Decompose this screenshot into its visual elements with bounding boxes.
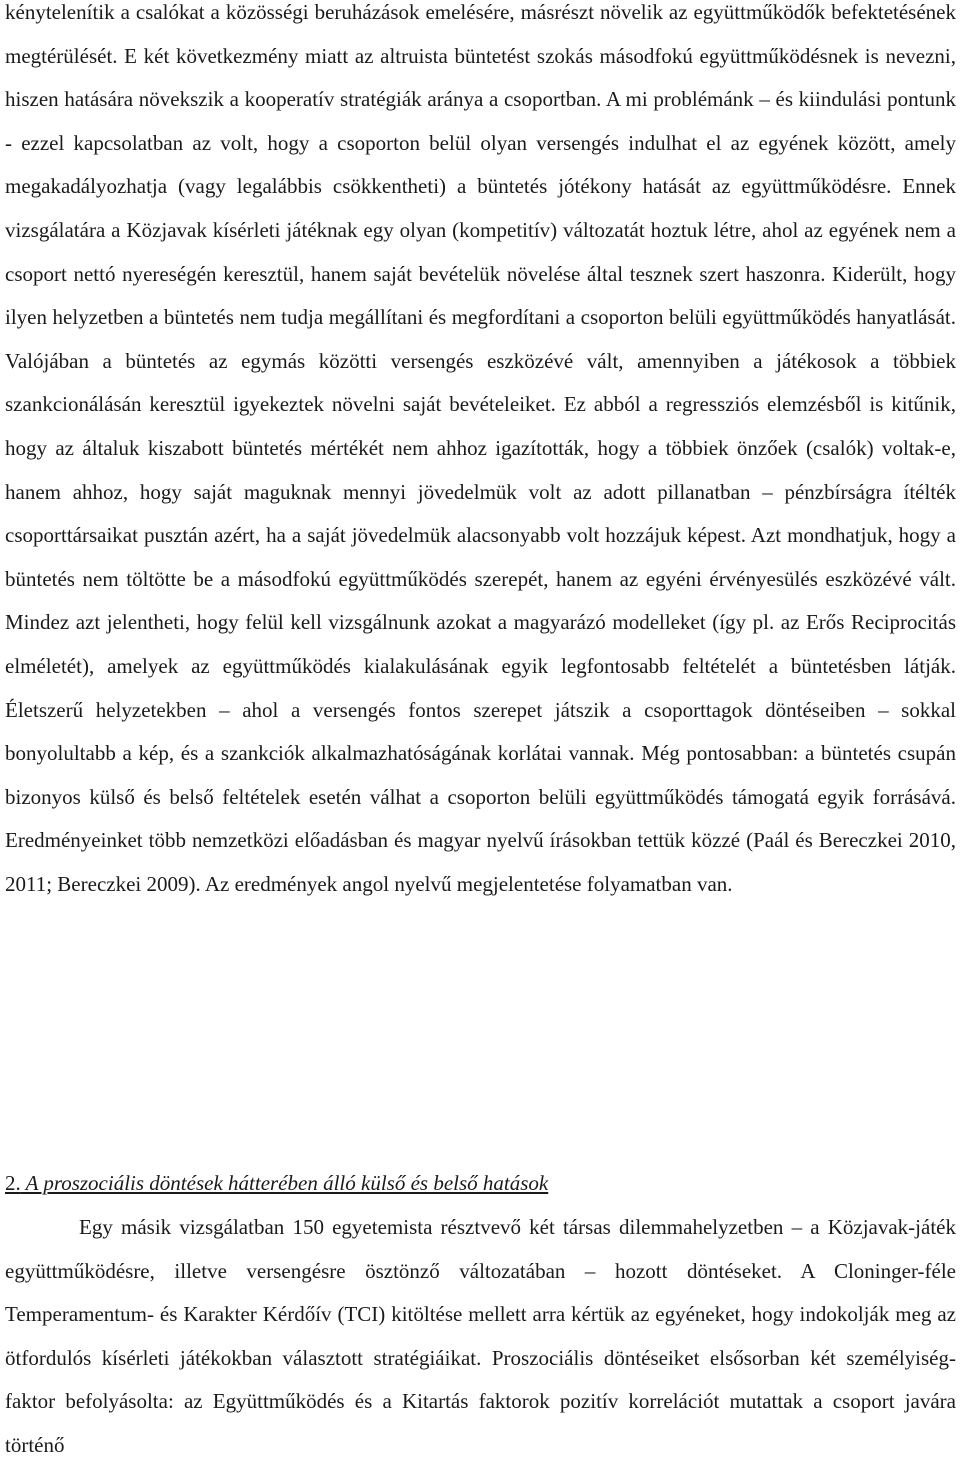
document-body: [5, 0, 956, 1457]
section-number: 2.: [5, 1171, 21, 1195]
body-paragraph-2: Egy másik vizsgálatban 150 egyetemista résztvevő két társas dilemmahelyzetben – a Közjavak-játék együttműködésre, illetve versengésre ösztönző változatában – hozott döntéseket. A Cloninger-féle Temperamentum- és Karakter Kérdőív (TCI) kitöltése mellett arra kértük az egyéneket, hogy indokolják meg az ötfordulós kísérleti játékokban választott stratégiáikat. Proszociális döntéseiket elsősorban két személyiség-faktor befolyásolta: az Együttműködés és a Kitartás faktorok pozitív korrelációt mutattak a csoport javára történő: [5, 1215, 956, 1457]
body-paragraph-1: kénytelenítik a csalókat a közösségi beruházások emelésére, másrészt növelik az együttműködők befektetésének megtérülését. E két következmény miatt az altruista büntetést szokás másodfokú együttműködésnek is nevezni, hiszen hatására növekszik a kooperatív stratégiák aránya a csoportban. A mi problémánk – és kiindulási pontunk - ezzel kapcsolatban az volt, hogy a csoporton belül olyan versengés indulhat el az egyének között, amely megakadályozhatja (vagy legalábbis csökkentheti) a büntetés jótékony hatását az együttműködésre. Ennek vizsgálatára a Közjavak kísérleti játéknak egy olyan (kompetitív) változatát hoztuk létre, ahol az egyének nem a csoport nettó nyereségén keresztül, hanem saját bevételük növelése által tesznek szert haszonra. Kiderült, hogy ilyen helyzetben a büntetés nem tudja megállítani és megfordítani a csoporton belüli együttműködés hanyatlását. Valójában a büntetés az egymás közötti versengés eszközévé vált, amennyiben a játékosok a többiek szankcionálásán keresztül igyekeztek növelni saját bevételeiket. Ez abból a regressziós elemzésből is kitűnik, hogy az általuk kiszabott büntetés mértékét nem ahhoz igazították, hogy a többiek önzőek (csalók) voltak-e, hanem ahhoz, hogy saját maguknak mennyi jövedelmük volt az adott pillanatban – pénzbírságra ítélték csoporttársaikat pusztán azért, ha a saját jövedelmük alacsonyabb volt hozzájuk képest. Azt mondhatjuk, hogy a büntetés nem töltötte be a másodfokú együttműködés szerepét, hanem az egyéni érvényesülés eszközévé vált. Mindez azt jelentheti, hogy felül kell vizsgálnunk azokat a magyarázó modelleket (így pl. az Erős Reciprocitás elméletét), amelyek az együttműködés kialakulásának egyik legfontosabb feltételét a büntetésben látják. Életszerű helyzetekben – ahol a versengés fontos szerepet játszik a csoporttagok döntéseiben – sokkal bonyolultabb a kép, és a szankciók alkalmazhatóságának korlátai vannak. Még pontosabban: a büntetés csupán bizonyos külső és belső feltételek esetén válhat a csoporton belüli együttműködés támogatá egyik forrásává. Eredményeinket több nemzetközi előadásban és magyar nyelvű írásokban tettük közzé (Paál és Bereczkei 2010, 2011; Bereczkei 2009). Az eredmények angol nyelvű megjelentetése folyamatban van.: [5, 0, 956, 896]
section-title: A proszociális döntések hátterében álló külső és belső hatások: [20, 1171, 549, 1195]
section-heading: [5, 1162, 548, 1206]
